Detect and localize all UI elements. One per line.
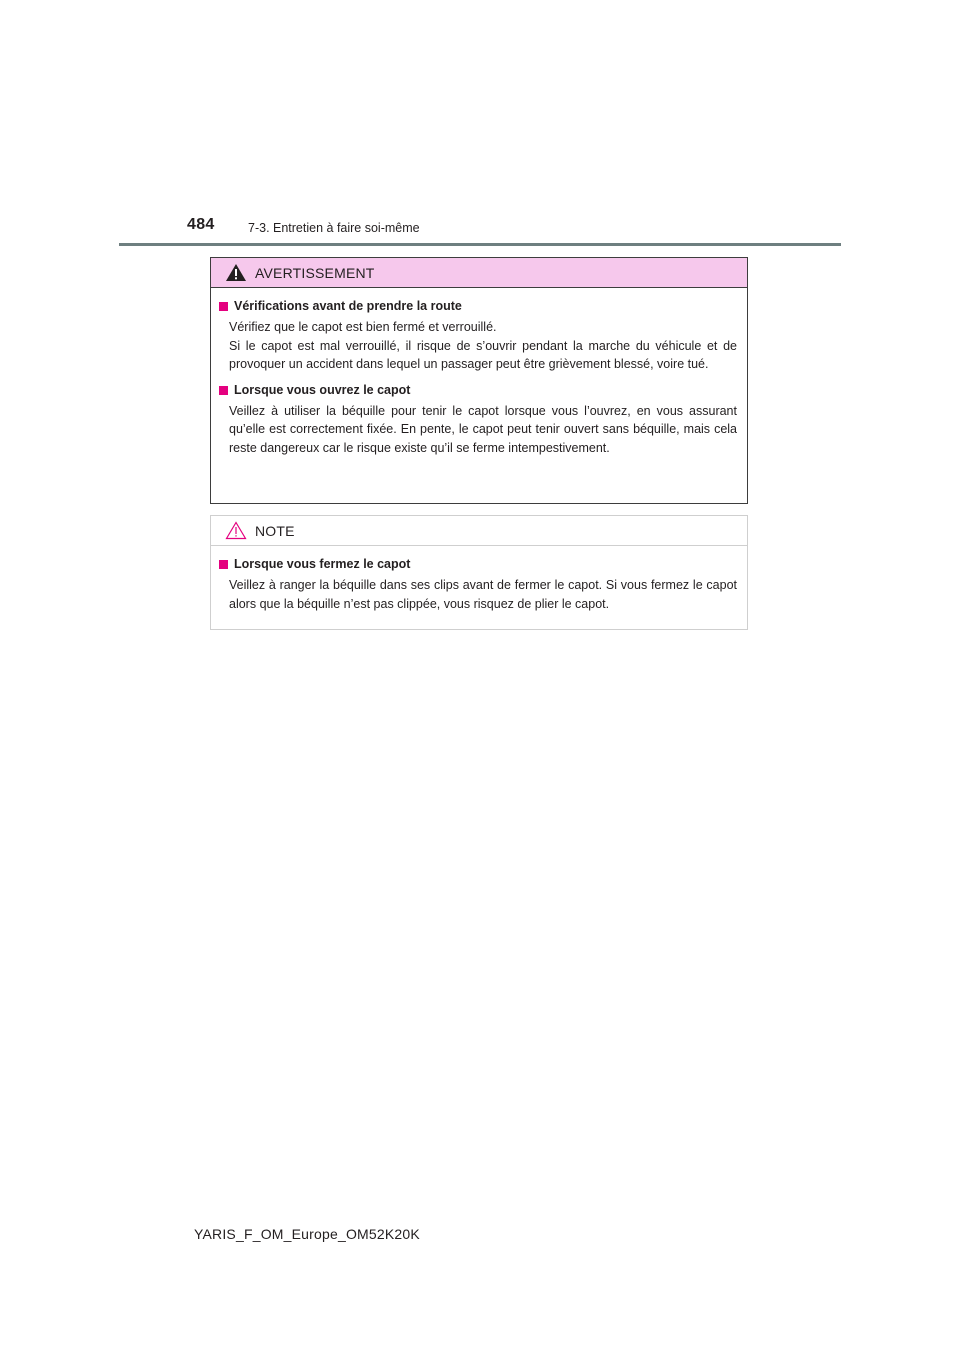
warning-header [211, 258, 747, 288]
square-bullet-icon [219, 302, 228, 311]
warning-box [210, 257, 748, 504]
item-text [219, 576, 737, 613]
note-title: NOTE [255, 522, 295, 539]
warning-title: AVERTISSEMENT [255, 264, 375, 281]
note-box [210, 515, 748, 630]
square-bullet-icon [219, 560, 228, 569]
item-paragraph: Si le capot est mal verrouillé, il risque de s’ouvrir pendant la marche du véhicule et de provoquer un accident dans lequel un passager peut être grièvement blessé, voire tué. [229, 338, 737, 371]
section-title: 7-3. Entretien à faire soi-même [248, 221, 420, 235]
item-paragraph: Veillez à ranger la béquille dans ses clips avant de fermer le capot. Si vous fermez le capot alors que la béquille n’est pas clippée, vous risquez de plier le capot. [229, 578, 737, 611]
warning-item [219, 298, 737, 374]
header-rule [119, 243, 841, 246]
item-heading [219, 298, 737, 315]
item-paragraph: Vérifiez que le capot est bien fermé et verrouillé. [229, 320, 497, 334]
item-heading-text: Lorsque vous ouvrez le capot [234, 382, 411, 397]
item-heading-text: Vérifications avant de prendre la route [234, 299, 462, 313]
page-number: 484 [187, 216, 215, 233]
warning-item [219, 382, 737, 458]
item-text [219, 318, 737, 374]
item-paragraph: Veillez à utiliser la béquille pour tenir le capot lorsque vous l’ouvrez, en vous assurant qu’elle est correctement fixée. En pente, le capot peut tenir ouvert sans béquille, mais cela reste dangereux car le risque existe qu’il se ferme intempestivement. [229, 403, 737, 455]
item-heading-text: Lorsque vous fermez le capot [234, 557, 411, 571]
warning-triangle-icon [225, 263, 247, 282]
document-code: YARIS_F_OM_Europe_OM52K20K [194, 1226, 420, 1242]
note-header [211, 516, 747, 546]
item-heading [219, 556, 737, 573]
square-bullet-icon [219, 386, 228, 395]
note-item [219, 556, 737, 613]
caution-triangle-icon [225, 521, 247, 540]
item-text [219, 402, 737, 458]
item-heading [219, 382, 737, 399]
